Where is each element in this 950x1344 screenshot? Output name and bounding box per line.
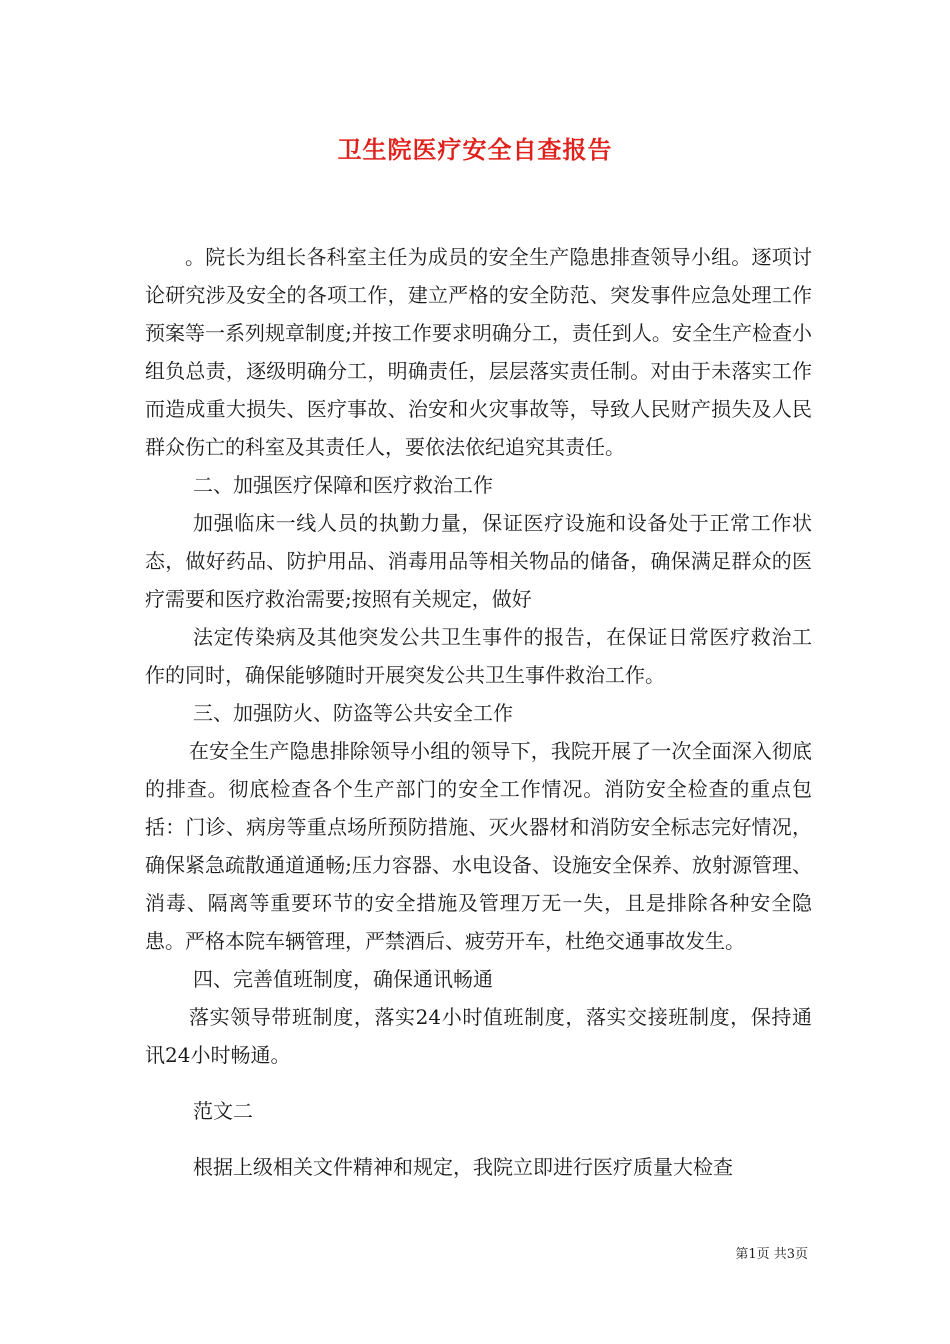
paragraph-medical-support: 加强临床一线人员的执勤力量，保证医疗设施和设备处于正常工作状态，做好药品、防护用品、消毒用品等相关物品的储备，确保满足群众的医疗需要和医疗救治需要;按照有关规定，做好 bbox=[145, 511, 812, 611]
paragraph-sample-two: 根据上级相关文件精神和规定，我院立即进行医疗质量大检查 bbox=[193, 1155, 733, 1179]
page-number: 第1页 共3页 bbox=[735, 1247, 808, 1262]
sample-heading: 范文二 bbox=[193, 1099, 253, 1123]
section-heading-4: 四、完善值班制度，确保通讯畅通 bbox=[193, 967, 493, 991]
paragraph-leadership: 。院长为组长各科室主任为成员的安全生产隐患排查领导小组。逐项讨论研究涉及安全的各项工作，建立严格的安全防范、突发事件应急处理工作预案等一系列规章制度;并按工作要求明确分工，责任到人。安全生产检查小组负总责，逐级明确分工，明确责任，层层落实责任制。对由于未落实工作而造成重大损失、医疗事故、治安和火灾事故等，导致人民财产损失及人民群众伤亡的科室及其责任人，要依法依纪追究其责任。 bbox=[145, 245, 812, 459]
paragraph-infectious-report: 法定传染病及其他突发公共卫生事件的报告，在保证日常医疗救治工作的同时，确保能够随时开展突发公共卫生事件救治工作。 bbox=[145, 625, 812, 687]
document-title: 卫生院医疗安全自查报告 bbox=[337, 135, 613, 164]
paragraph-duty-system: 落实领导带班制度，落实24小时值班制度，落实交接班制度，保持通讯24小时畅通。 bbox=[145, 1005, 812, 1067]
section-heading-3: 三、加强防火、防盗等公共安全工作 bbox=[193, 701, 513, 725]
document-body bbox=[145, 238, 812, 1186]
paragraph-public-safety: 在安全生产隐患排除领导小组的领导下，我院开展了一次全面深入彻底的排查。彻底检查各个生产部门的安全工作情况。消防安全检查的重点包括：门诊、病房等重点场所预防措施、灭火器材和消防安全标志完好情况，确保紧急疏散通道通畅;压力容器、水电设备、设施安全保养、放射源管理、消毒、隔离等重要环节的安全措施及管理万无一失，且是排除各种安全隐患。严格本院车辆管理，严禁酒后、疲劳开车，杜绝交通事故发生。 bbox=[145, 739, 812, 953]
section-heading-2: 二、加强医疗保障和医疗救治工作 bbox=[193, 473, 493, 497]
